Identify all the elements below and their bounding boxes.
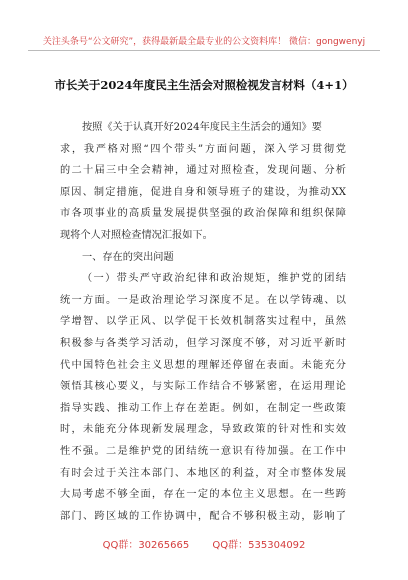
paragraph-line: 求，我严格对照“四个带头”方面问题，深入学习贯彻党 [60,143,346,155]
paragraph-line: 现将个人对照检查情况汇报如下。 [60,229,213,241]
document-title: 市长关于2024年度民主生活会对照检视发言材料（4+1） [54,78,354,92]
paragraph-line: 部门、跨区域的工作协调中，配合不够积极主动，影响了 [60,510,346,522]
footer-qq-group-2: QQ群：535304092 [212,540,306,551]
paragraph-line: （一）带头严守政治纪律和政治规矩，维护党的团结 [82,273,346,285]
header-banner: 关注头条号“公文研究”，获得最新最全最专业的公文资料库！ 微信：gongwenyj [42,37,366,47]
paragraph-line: 的二十届三中全会精神，通过对照检查，发现问题、分析 [60,165,346,177]
paragraph-line: 按照《关于认真开好2024年度民主生活会的通知》要 [82,122,322,133]
paragraph-line: 代中国特色社会主义思想的理解还停留在表面。未能充分 [60,359,346,371]
paragraph-line: 领悟其核心要义，与实际工作结合不够紧密，在运用理论 [60,381,346,393]
paragraph-line: 有时会过于关注本部门、本地区的利益，对全市整体发展 [60,467,346,479]
paragraph-line: 积极参与各类学习活动，但学习深度不够，对习近平新时 [60,337,346,349]
document-body [60,117,346,527]
paragraph-line: 大局考虑不够全面，存在一定的本位主义思想。在一些跨 [60,489,346,501]
footer-contact [0,536,408,551]
paragraph-line: 统一方面。一是政治理论学习深度不足。在以学铸魂、以 [60,294,346,306]
paragraph-line: 学增智、以学正风、以学促干长效机制落实过程中，虽然 [60,316,346,328]
footer-qq-group-1: QQ群：30265665 [102,540,190,551]
paragraph-line: 指导实践、推动工作上存在差距。例如，在制定一些政策 [60,402,346,414]
paragraph-line: 市各项事业的高质量发展提供坚强的政治保障和组织保障 [60,208,346,220]
header-divider [28,50,380,51]
paragraph-line: 时，未能充分体现新发展理念，导致政策的针对性和实效 [60,424,346,436]
paragraph-line: 性不强。二是维护党的团结统一意识有待加强。在工作中 [60,445,346,457]
section-heading: 一、存在的突出问题 [82,251,174,263]
paragraph-line: 原因、制定措施，促进自身和领导班子的建设，为推动XX [60,186,346,198]
